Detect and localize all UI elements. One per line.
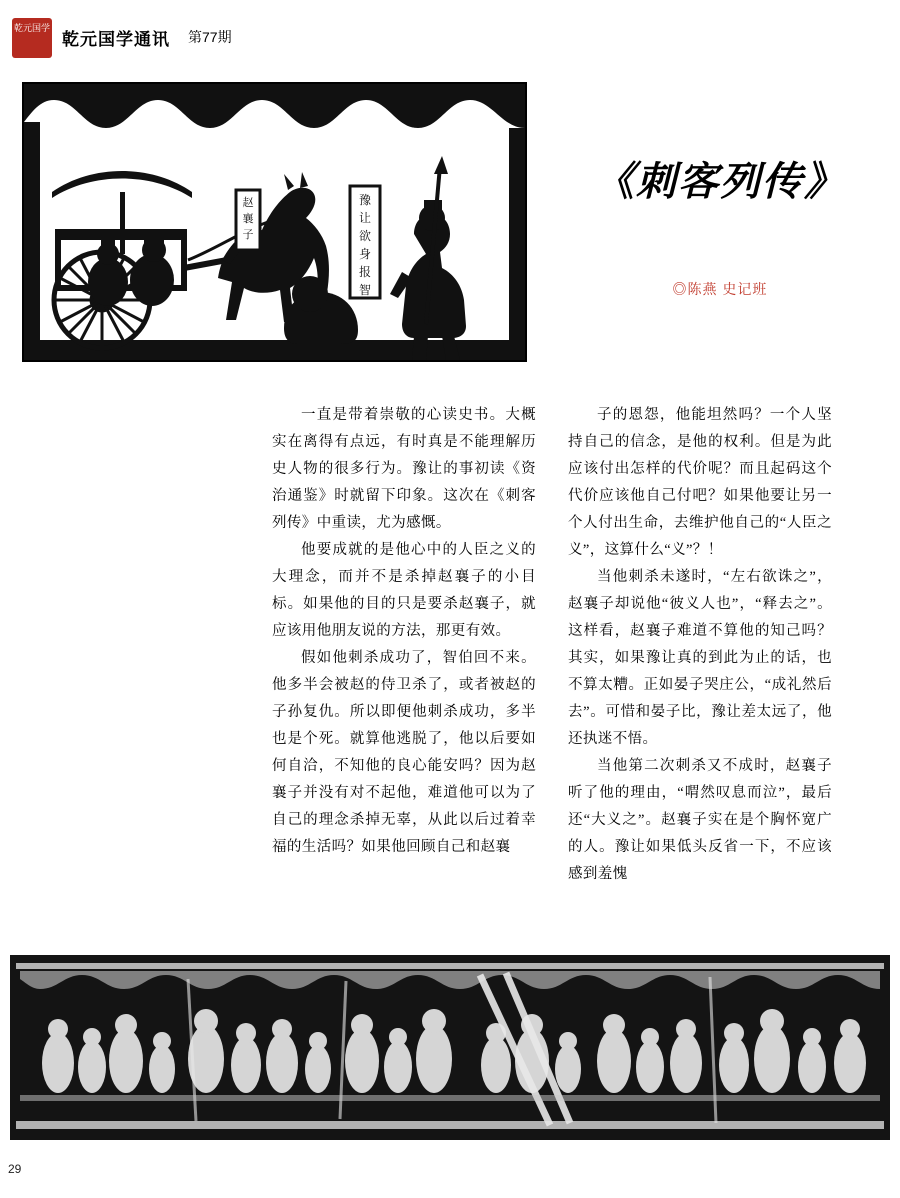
publication-title: 乾元国学通讯 — [62, 30, 170, 49]
article-body — [0, 402, 900, 922]
svg-text:身: 身 — [358, 247, 372, 261]
page-number: 29 — [8, 1162, 22, 1176]
paragraph: 假如他刺杀成功了，智伯回不来。他多半会被赵的侍卫杀了，或者被赵的子孙复仇。所以即便他刺杀成功，多半也是个死。就算他逃脱了，他以后要如何自洽，不知他的良心能安吗？因为赵襄子并没有对不起他，难道他可以为了自己的理念杀掉无辜，从此以后过着幸福的生活吗？如果他回顾自己和赵襄 — [272, 650, 536, 855]
paragraph: 当他第二次刺杀又不成时，赵襄子听了他的理由，“喟然叹息而泣”，最后还“大义之”。赵襄子实在是个胸怀宽广的人。豫让如果低头反省一下，不应该感到羞愧 — [568, 758, 832, 882]
chariot-rubbing-illustration — [22, 82, 527, 362]
seal-text: 乾元国学 — [13, 23, 50, 33]
paragraph: 当他刺杀未遂时，“左右欲诛之”，赵襄子却说他“彼义人也”，“释去之”。这样看，赵襄子难道不算他的知己吗？其实，如果豫让真的到此为止的话，也不算太糟。正如晏子哭庄公，“成礼然后去”。可惜和晏子比，豫让差太远了，他还执迷不悟。 — [568, 569, 832, 747]
paragraph: 他要成就的是他心中的人臣之义的大理念，而并不是杀掉赵襄子的小目标。如果他的目的只是要杀赵襄子，就应该用他朋友说的方法，那更有效。 — [272, 542, 536, 639]
issue-number: 第77期 — [188, 29, 232, 45]
svg-text:欲: 欲 — [358, 229, 372, 243]
han-stone-rubbing-frieze — [10, 955, 890, 1140]
svg-text:智: 智 — [358, 283, 372, 297]
title-block — [560, 150, 880, 299]
paragraph: 一直是带着崇敬的心读史书。大概实在离得有点远，有时真是不能理解历史人物的很多行为。豫让的事初读《资治通鉴》时就留下印象。这次在《刺客列传》中重读，尤为感慨。 — [272, 407, 536, 531]
page-header — [0, 10, 900, 60]
svg-text:报: 报 — [358, 265, 372, 279]
svg-text:子: 子 — [242, 229, 254, 241]
page-title: 《刺客列传》 — [594, 159, 846, 204]
byline: ◎陈燕 史记班 — [672, 281, 768, 297]
paragraph: 子的恩怨，他能坦然吗？一个人坚持自己的信念，是他的权利。但是为此应该付出怎样的代价呢？而且起码这个代价应该他自己付吧？如果他要让另一个人付出生命，去维护他自己的“人臣之义”，这算什么“义”？！ — [568, 407, 832, 558]
svg-text:豫: 豫 — [358, 193, 372, 207]
svg-text:赵: 赵 — [242, 197, 254, 209]
svg-text:让: 让 — [358, 211, 372, 225]
body-column-right — [568, 402, 832, 888]
body-column-left — [272, 402, 536, 861]
chariot-rubbing-svg — [22, 82, 527, 362]
rubbing-frieze-svg — [10, 955, 890, 1140]
svg-text:襄: 襄 — [242, 213, 254, 225]
publisher-seal-icon — [12, 18, 52, 58]
